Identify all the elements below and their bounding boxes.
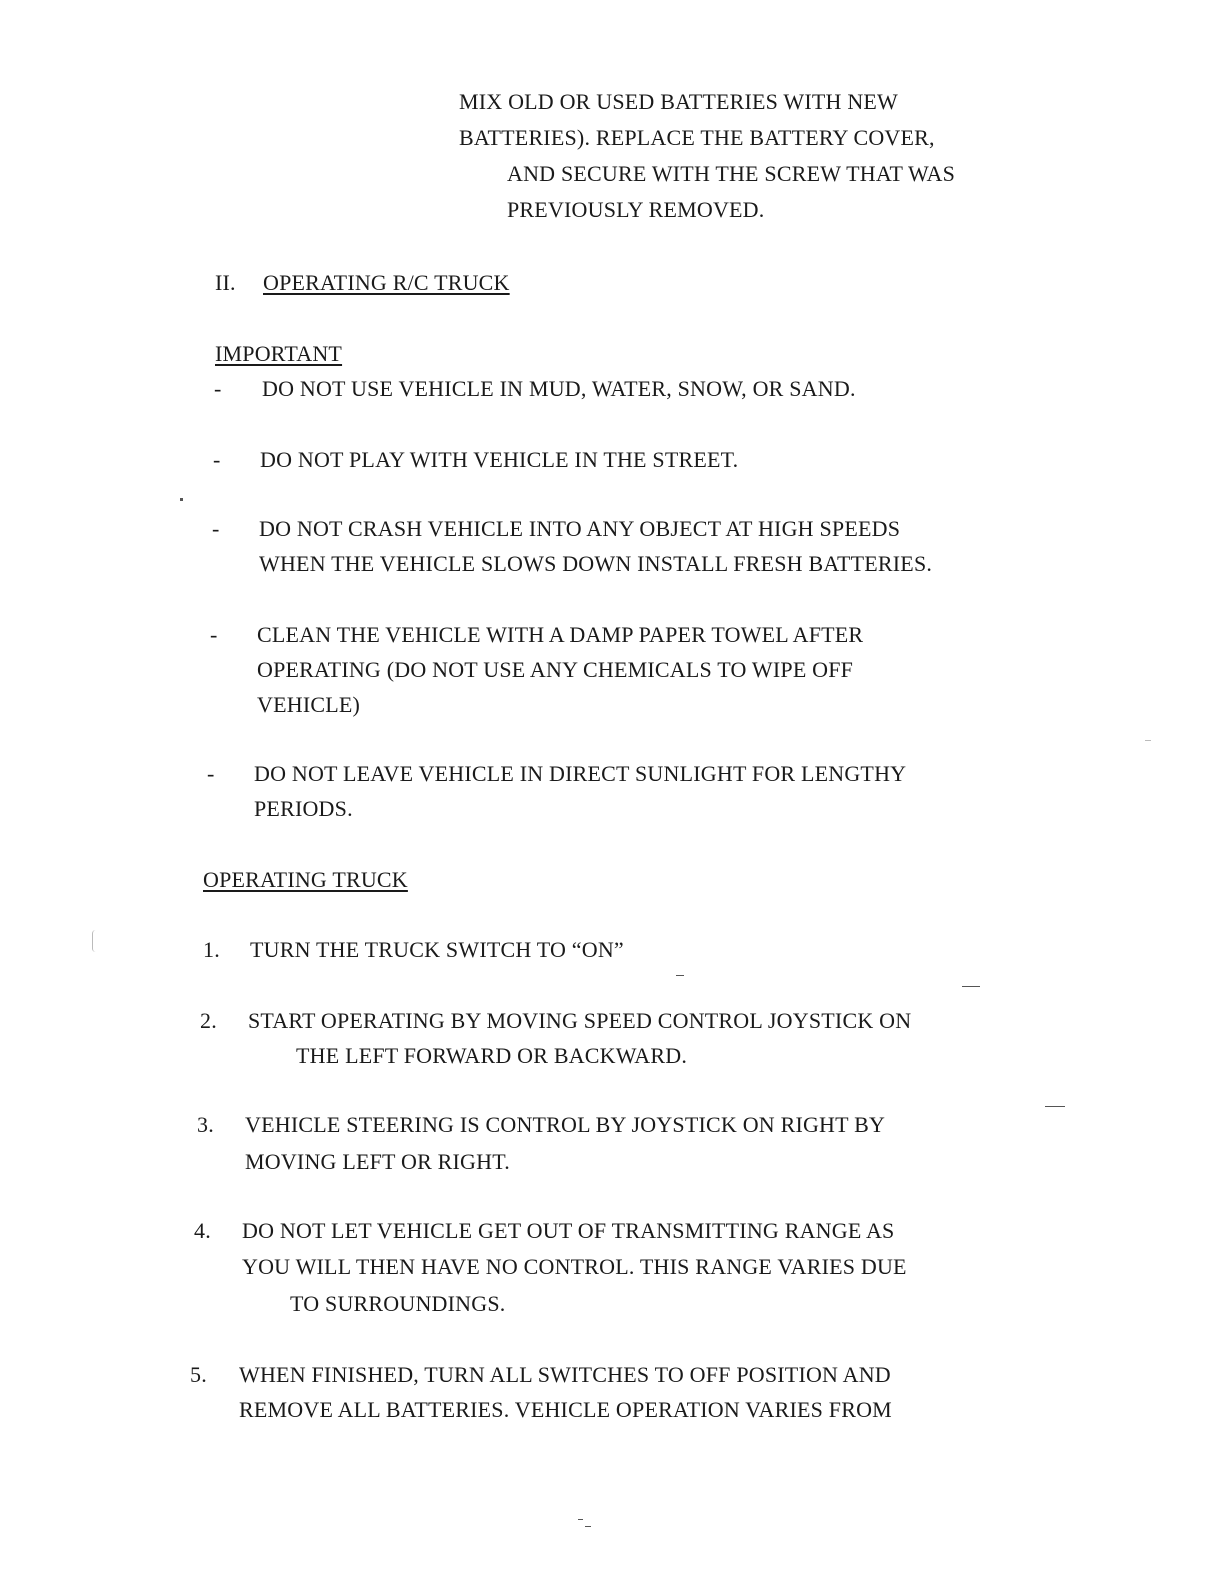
important-item-2-line-1: DO NOT PLAY WITH VEHICLE IN THE STREET.	[260, 447, 739, 472]
important-item-3-line-2: WHEN THE VEHICLE SLOWS DOWN INSTALL FRESH BATTERIES.	[259, 551, 933, 576]
step-5-line-2: REMOVE ALL BATTERIES. VEHICLE OPERATION VARIES FROM	[239, 1397, 892, 1422]
scan-speck	[962, 986, 980, 987]
step-number: 1.	[203, 937, 220, 962]
scan-speck	[1045, 1106, 1065, 1107]
step-2-line-2: THE LEFT FORWARD OR BACKWARD.	[296, 1043, 688, 1068]
step-2-line-1: START OPERATING BY MOVING SPEED CONTROL JOYSTICK ON	[248, 1008, 912, 1033]
section-number: II.	[215, 270, 236, 295]
scan-speck	[1145, 740, 1151, 741]
scan-speck	[578, 1519, 583, 1520]
step-1-line-1: TURN THE TRUCK SWITCH TO “ON”	[250, 937, 624, 962]
bullet-dash: -	[210, 622, 218, 647]
step-number: 3.	[197, 1112, 214, 1137]
bullet-dash: -	[213, 447, 221, 472]
scan-speck	[92, 930, 99, 952]
scan-speck	[585, 1526, 591, 1527]
scan-speck	[180, 498, 183, 501]
intro-line-3: AND SECURE WITH THE SCREW THAT WAS	[507, 161, 956, 186]
step-number: 4.	[194, 1218, 211, 1243]
intro-line-4: PREVIOUSLY REMOVED.	[507, 197, 765, 222]
bullet-dash: -	[207, 761, 215, 786]
bullet-dash: -	[214, 376, 222, 401]
step-4-line-3: TO SURROUNDINGS.	[290, 1291, 506, 1316]
important-item-1-line-1: DO NOT USE VEHICLE IN MUD, WATER, SNOW, OR SAND.	[262, 376, 856, 401]
important-item-5-line-1: DO NOT LEAVE VEHICLE IN DIRECT SUNLIGHT FOR LENGTHY	[254, 761, 907, 786]
step-4-line-1: DO NOT LET VEHICLE GET OUT OF TRANSMITTING RANGE AS	[242, 1218, 895, 1243]
step-3-line-2: MOVING LEFT OR RIGHT.	[245, 1149, 510, 1174]
scan-speck	[676, 975, 684, 976]
important-item-5-line-2: PERIODS.	[254, 796, 353, 821]
step-number: 2.	[200, 1008, 217, 1033]
operating-heading: OPERATING TRUCK	[203, 867, 408, 892]
step-3-line-1: VEHICLE STEERING IS CONTROL BY JOYSTICK ON RIGHT BY	[245, 1112, 886, 1137]
important-item-4-line-1: CLEAN THE VEHICLE WITH A DAMP PAPER TOWEL AFTER	[257, 622, 864, 647]
step-number: 5.	[190, 1362, 207, 1387]
bullet-dash: -	[212, 516, 220, 541]
section-title: OPERATING R/C TRUCK	[263, 270, 510, 295]
important-heading: IMPORTANT	[215, 341, 343, 366]
step-4-line-2: YOU WILL THEN HAVE NO CONTROL. THIS RANGE VARIES DUE	[242, 1254, 907, 1279]
important-item-3-line-1: DO NOT CRASH VEHICLE INTO ANY OBJECT AT HIGH SPEEDS	[259, 516, 901, 541]
step-5-line-1: WHEN FINISHED, TURN ALL SWITCHES TO OFF POSITION AND	[239, 1362, 891, 1387]
intro-line-2: BATTERIES). REPLACE THE BATTERY COVER,	[459, 125, 935, 150]
important-item-4-line-3: VEHICLE)	[257, 692, 361, 717]
important-item-4-line-2: OPERATING (DO NOT USE ANY CHEMICALS TO WIPE OFF	[257, 657, 854, 682]
intro-line-1: MIX OLD OR USED BATTERIES WITH NEW	[459, 89, 899, 114]
